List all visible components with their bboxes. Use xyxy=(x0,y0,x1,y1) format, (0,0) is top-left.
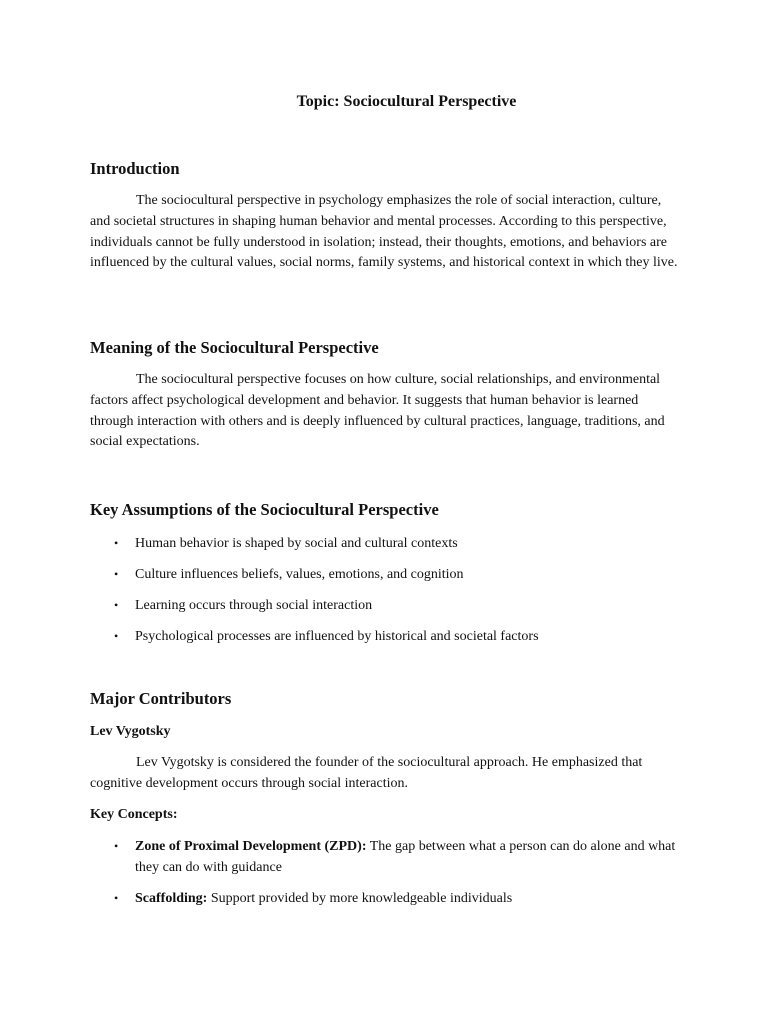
bullet-icon: • xyxy=(114,598,119,612)
list-item xyxy=(90,595,682,616)
list-item xyxy=(90,533,682,554)
vygotsky-paragraph: Lev Vygotsky is considered the founder of the sociocultural approach. He emphasized that cognitive development occurs through social interaction. xyxy=(90,755,643,791)
meaning-paragraph: The sociocultural perspective focuses on how culture, social relationships, and environmental factors affect psychological development and behavior. It suggests that human behavior is learned through interaction with others and is deeply influenced by cultural practices, language, traditions, and social expectations. xyxy=(90,372,665,450)
bullet-icon: • xyxy=(114,629,119,643)
list-item xyxy=(90,888,682,909)
list-item xyxy=(90,564,682,585)
list-item-text: Culture influences beliefs, values, emotions, and cognition xyxy=(135,567,464,582)
assumptions-list xyxy=(90,533,682,647)
key-concepts-list xyxy=(90,836,682,909)
document-title: Topic: Sociocultural Perspective xyxy=(296,93,517,110)
introduction-paragraph: The sociocultural perspective in psychology emphasizes the role of social interaction, culture, and societal structures in shaping human behavior and mental processes. According to this perspective, individuals cannot be fully understood in isolation; instead, their thoughts, emotions, and behaviors are influenced by the cultural values, social norms, family systems, and historical context in which they live. xyxy=(90,193,678,271)
bullet-icon: • xyxy=(114,839,119,853)
meaning-heading: Meaning of the Sociocultural Perspective xyxy=(90,338,379,357)
concept-term: Scaffolding: xyxy=(135,891,208,906)
list-item xyxy=(90,836,682,878)
key-concepts-label: Key Concepts: xyxy=(90,807,178,822)
concept-term: Zone of Proximal Development (ZPD): xyxy=(135,839,367,854)
contributors-heading: Major Contributors xyxy=(90,689,232,708)
list-item xyxy=(90,626,682,647)
vygotsky-subheading: Lev Vygotsky xyxy=(90,724,171,739)
list-item-text: Psychological processes are influenced by historical and societal factors xyxy=(135,629,539,644)
assumptions-heading: Key Assumptions of the Sociocultural Perspective xyxy=(90,500,439,519)
bullet-icon: • xyxy=(114,536,119,550)
concept-definition: The gap between what a person can do alone and what they can do with guidance xyxy=(135,839,676,875)
list-item-text: Human behavior is shaped by social and cultural contexts xyxy=(135,536,458,551)
bullet-icon: • xyxy=(114,567,119,581)
introduction-heading: Introduction xyxy=(90,159,180,178)
list-item-text: Learning occurs through social interaction xyxy=(135,598,373,613)
bullet-icon: • xyxy=(114,891,119,905)
concept-definition: Support provided by more knowledgeable individuals xyxy=(210,891,513,906)
